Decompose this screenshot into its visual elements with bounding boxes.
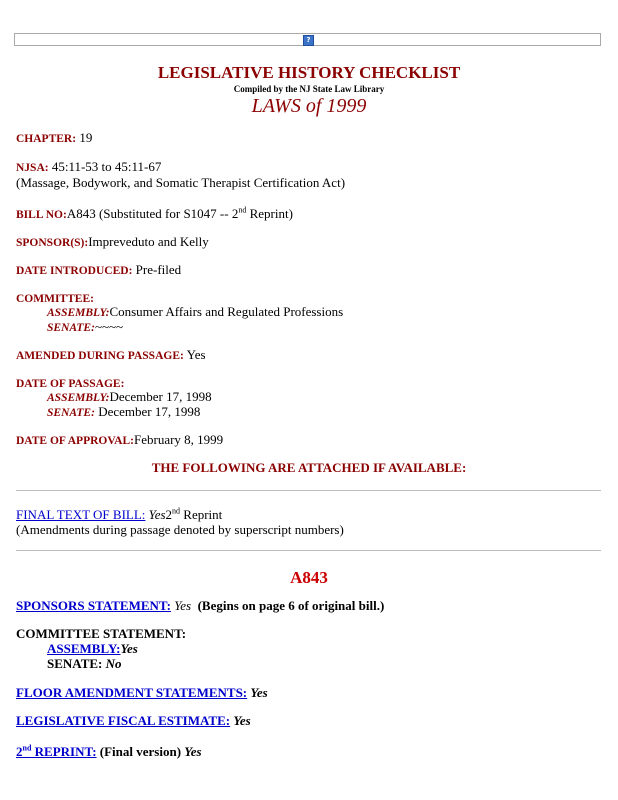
final-text-sup: nd (172, 506, 181, 516)
bill-value: A843 (Substituted for S1047 -- 2 (66, 206, 239, 221)
floor-amendment-link[interactable]: FLOOR AMENDMENT STATEMENTS: (16, 685, 248, 700)
reprint-num: 2 (16, 744, 23, 759)
chapter-label: CHAPTER: (16, 133, 77, 145)
fiscal-estimate-yes: Yes (233, 713, 251, 728)
final-text-num: 2 (165, 507, 173, 522)
approval-label: DATE OF APPROVAL: (16, 435, 134, 447)
attached-heading: THE FOLLOWING ARE ATTACHED IF AVAILABLE: (151, 460, 467, 475)
sponsors-statement-row (16, 598, 384, 614)
help-icon[interactable]: ? (303, 35, 314, 46)
bill-row (16, 206, 293, 223)
committee-label-text: COMMITTEE: (16, 293, 94, 305)
divider (16, 490, 601, 491)
sponsors-label: SPONSOR(S): (16, 237, 89, 249)
njsa-value: 45:11-53 to 45:11-67 (51, 159, 162, 174)
bill-label: BILL NO: (16, 209, 67, 221)
divider (16, 550, 601, 551)
floor-amendment-yes: Yes (250, 685, 268, 700)
floor-amendment-row (16, 685, 268, 701)
approval-row (16, 432, 223, 449)
final-text-yes: Yes (148, 507, 166, 522)
sponsors-statement-yes: Yes (174, 598, 192, 613)
bill-sup: nd (238, 205, 247, 215)
laws-year: LAWS of 1999 (251, 95, 367, 117)
committee-senate-row (47, 319, 123, 336)
committee-senate-no: No (105, 656, 122, 671)
njsa-row (16, 159, 161, 176)
bill-tail: Reprint) (246, 206, 293, 221)
reprint-link[interactable] (16, 744, 97, 759)
passage-senate-label: SENATE: (47, 407, 95, 419)
sponsors-statement-note: (Begins on page 6 of original bill.) (197, 598, 385, 613)
committee-senate-label: SENATE: (47, 656, 103, 671)
chapter-value: 19 (79, 130, 93, 145)
final-text-link[interactable]: FINAL TEXT OF BILL: (16, 507, 146, 522)
sponsors-value: Impreveduto and Kelly (88, 234, 209, 249)
fiscal-estimate-link[interactable]: LEGISLATIVE FISCAL ESTIMATE: (16, 713, 231, 728)
sponsors-row (16, 234, 209, 251)
bill-heading: A843 (290, 568, 328, 587)
njsa-label: NJSA: (16, 162, 49, 174)
committee-senate-value: ~~~~ (94, 319, 124, 334)
page-title: LEGISLATIVE HISTORY CHECKLIST (157, 63, 461, 82)
final-text-row (16, 507, 222, 523)
committee-assembly-label: ASSEMBLY: (47, 307, 110, 319)
passage-label-text: DATE OF PASSAGE: (16, 378, 125, 390)
amend-note: (Amendments during passage denoted by superscript numbers) (16, 522, 344, 537)
date-introduced-value: Pre-filed (135, 262, 182, 277)
date-introduced-label: DATE INTRODUCED: (16, 265, 133, 277)
committee-senate-label: SENATE: (47, 322, 95, 334)
passage-assembly-value: December 17, 1998 (109, 389, 212, 404)
passage-senate-value: December 17, 1998 (98, 404, 201, 419)
amended-row (16, 347, 206, 364)
committee-assembly-value: Consumer Affairs and Regulated Professions (109, 304, 344, 319)
act-name: (Massage, Bodywork, and Somatic Therapist Certification Act) (16, 175, 346, 190)
committee-statement-label: COMMITTEE STATEMENT: (16, 626, 187, 641)
top-frame-bar (14, 33, 601, 46)
reprint-note: (Final version) (99, 744, 182, 759)
chapter-row (16, 130, 92, 147)
committee-assembly-link[interactable]: ASSEMBLY: (47, 641, 121, 656)
date-introduced-row (16, 262, 181, 279)
reprint-link-text: REPRINT: (31, 744, 97, 759)
amended-value: Yes (186, 347, 206, 362)
final-text-tail: Reprint (180, 507, 223, 522)
passage-senate-row (47, 404, 200, 421)
passage-assembly-label: ASSEMBLY: (47, 392, 110, 404)
reprint-yes: Yes (184, 744, 202, 759)
sponsors-statement-link[interactable]: SPONSORS STATEMENT: (16, 598, 171, 613)
approval-value: February 8, 1999 (134, 432, 224, 447)
committee-assembly-yes: Yes (120, 641, 138, 656)
committee-statement-assembly-row (47, 641, 138, 657)
fiscal-estimate-row (16, 713, 251, 729)
reprint-sup: nd (22, 743, 32, 753)
committee-statement-senate-row (47, 656, 122, 672)
reprint-row (16, 744, 202, 760)
amended-label: AMENDED DURING PASSAGE: (16, 350, 184, 362)
compiled-by: Compiled by the NJ State Law Library (233, 84, 385, 94)
